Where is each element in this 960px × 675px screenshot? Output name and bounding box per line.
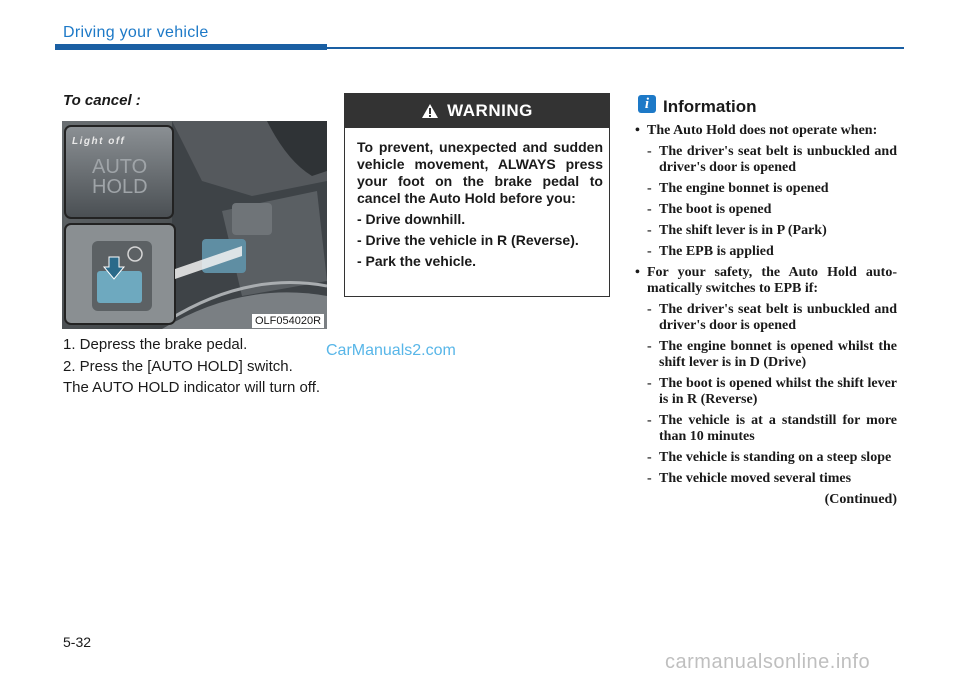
header-bar-thick: [55, 44, 327, 50]
warning-item: - Park the vehicle.: [357, 253, 477, 269]
info-bullet: • The Auto Hold does not operate when:: [633, 123, 897, 139]
info-list: [633, 123, 897, 508]
step-1: 1. Depress the brake pedal.: [63, 336, 248, 353]
info-sub-item: - The vehicle moved several times: [633, 471, 897, 487]
watermark: CarManuals2.com: [326, 342, 456, 359]
info-icon: i: [638, 95, 656, 113]
info-title: Information: [663, 97, 757, 116]
info-sub-item: - The driver's seat belt is unbuckled and driver's door is opened: [633, 302, 897, 334]
photo-label-auto: AUTO: [92, 156, 148, 178]
warning-item: - Drive downhill.: [357, 211, 466, 227]
info-sub-item: - The vehicle is at a standstill for more than 10 minutes: [633, 413, 897, 445]
info-sub-item: - The driver's seat belt is unbuckled and driver's door is opened: [633, 144, 897, 176]
page-number: 5-32: [63, 634, 92, 650]
photo-label-hold: HOLD: [92, 176, 148, 198]
image-code: OLF054020R: [252, 314, 324, 328]
warning-box: [344, 93, 610, 297]
warning-triangle-icon: [421, 103, 439, 119]
info-sub-item: - The EPB is applied: [633, 244, 897, 260]
continued-note: (Continued): [824, 492, 897, 507]
footer-watermark: carmanualsonline.info: [665, 651, 871, 673]
info-bullet: • For your safety, the Auto Hold auto-matically switches to EPB if:: [633, 265, 897, 297]
cancel-heading: To cancel :: [63, 92, 141, 109]
info-sub-item: - The boot is opened whilst the shift lever is in R (Reverse): [633, 376, 897, 408]
info-sub-item: - The vehicle is standing on a steep slope: [633, 450, 897, 466]
info-sub-item: - The engine bonnet is opened whilst the shift lever is in D (Drive): [633, 339, 897, 371]
info-sub-item: - The shift lever is in P (Park): [633, 223, 897, 239]
step-2: 2. Press the [AUTO HOLD] switch.: [63, 358, 293, 375]
info-sub-item: - The engine bonnet is opened: [633, 181, 897, 197]
info-sub-item: - The boot is opened: [633, 202, 897, 218]
warning-body: [357, 139, 603, 274]
warning-intro: To prevent, unexpected and sudden vehicle movement, ALWAYS press your foot on the brake pedal to cancel the Auto Hold before you:: [357, 139, 603, 206]
indicator-note: The AUTO HOLD indicator will turn off.: [63, 379, 321, 396]
photo-label-light-off: Light off: [72, 136, 126, 147]
section-title: Driving your vehicle: [63, 24, 209, 41]
warning-item: - Drive the vehicle in R (Reverse).: [357, 232, 579, 248]
header-bar-thin: [327, 47, 904, 49]
auto-hold-switch-photo: [62, 121, 327, 329]
warning-header: [345, 94, 609, 128]
warning-title: WARNING: [447, 101, 533, 120]
